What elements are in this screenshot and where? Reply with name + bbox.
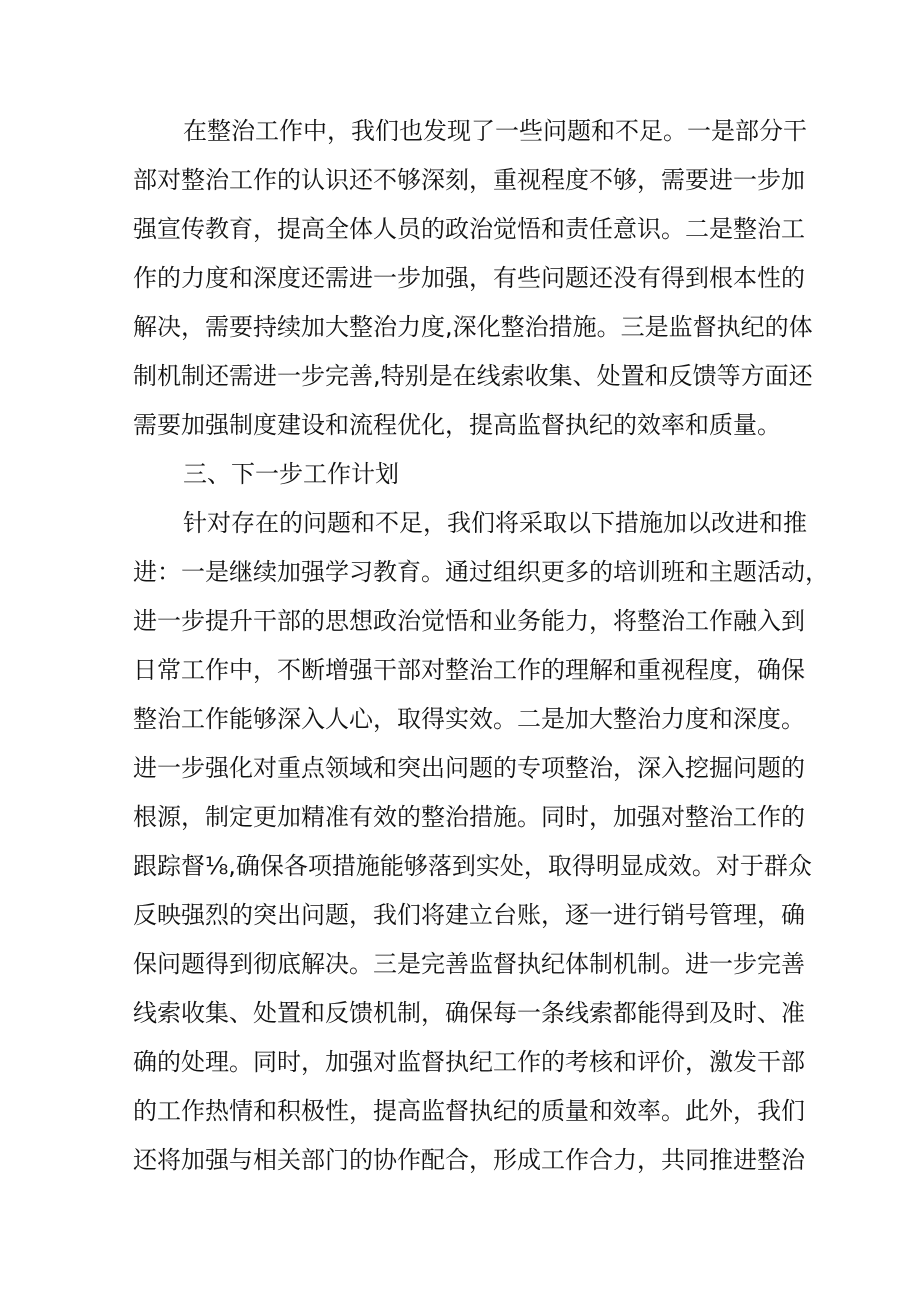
paragraph-2-line-3: 进一步提升干部的思想政治觉悟和业务能力，将整治工作融入到 — [133, 607, 805, 635]
paragraph-1-line-2: 部对整治工作的认识还不够深刻，重视程度不够，需要进一步加 — [133, 166, 805, 194]
paragraph-2-line-5: 整治工作能够深入人心，取得实效。二是加大整治力度和深度。 — [133, 705, 805, 733]
paragraph-2-line-4: 日常工作中，不断增强干部对整治工作的理解和重视程度，确保 — [133, 656, 805, 684]
paragraph-2-line-14: 还将加强与相关部门的协作配合，形成工作合力，共同推进整治 — [133, 1146, 805, 1174]
paragraph-1-line-7: 需要加强制度建设和流程优化，提高监督执纪的效率和质量。 — [133, 411, 781, 439]
paragraph-2-line-9: 反映强烈的突出问题，我们将建立台账，逐一进行销号管理，确 — [133, 901, 805, 929]
paragraph-1-line-6: 制机制还需进一步完善,特别是在线索收集、处置和反馈等方面还 — [133, 362, 813, 390]
section-heading: 三、下一步工作计划 — [183, 460, 399, 488]
paragraph-2-line-8: 跟踪督⅛,确保各项措施能够落到实处，取得明显成效。对于群众 — [133, 852, 812, 880]
paragraph-1-line-1: 在整治工作中，我们也发现了一些问题和不足。一是部分干 — [183, 117, 807, 145]
paragraph-2-line-7: 根源，制定更加精准有效的整治措施。同时，加强对整治工作的 — [133, 803, 805, 831]
paragraph-2-line-10: 保问题得到彻底解决。三是完善监督执纪体制机制。进一步完善 — [133, 950, 805, 978]
paragraph-2-line-1: 针对存在的问题和不足，我们将采取以下措施加以改进和推 — [183, 509, 807, 537]
paragraph-2-line-2: 进：一是继续加强学习教育。通过组织更多的培训班和主题活动， — [133, 558, 829, 586]
paragraph-1-line-4: 作的力度和深度还需进一步加强，有些问题还没有得到根本性的 — [133, 264, 805, 292]
paragraph-2-line-11: 线索收集、处置和反馈机制，确保每一条线索都能得到及时、准 — [133, 999, 805, 1027]
paragraph-2-line-13: 的工作热情和积极性，提高监督执纪的质量和效率。此外，我们 — [133, 1097, 805, 1125]
paragraph-2-line-6: 进一步强化对重点领域和突出问题的专项整治，深入挖掘问题的 — [133, 754, 805, 782]
paragraph-1-line-5: 解决，需要持续加大整治力度,深化整治措施。三是监督执纪的体 — [133, 313, 813, 341]
paragraph-2-line-12: 确的处理。同时，加强对监督执纪工作的考核和评价，激发干部 — [133, 1048, 805, 1076]
paragraph-1-line-3: 强宣传教育，提高全体人员的政治觉悟和责任意识。二是整治工 — [133, 215, 805, 243]
